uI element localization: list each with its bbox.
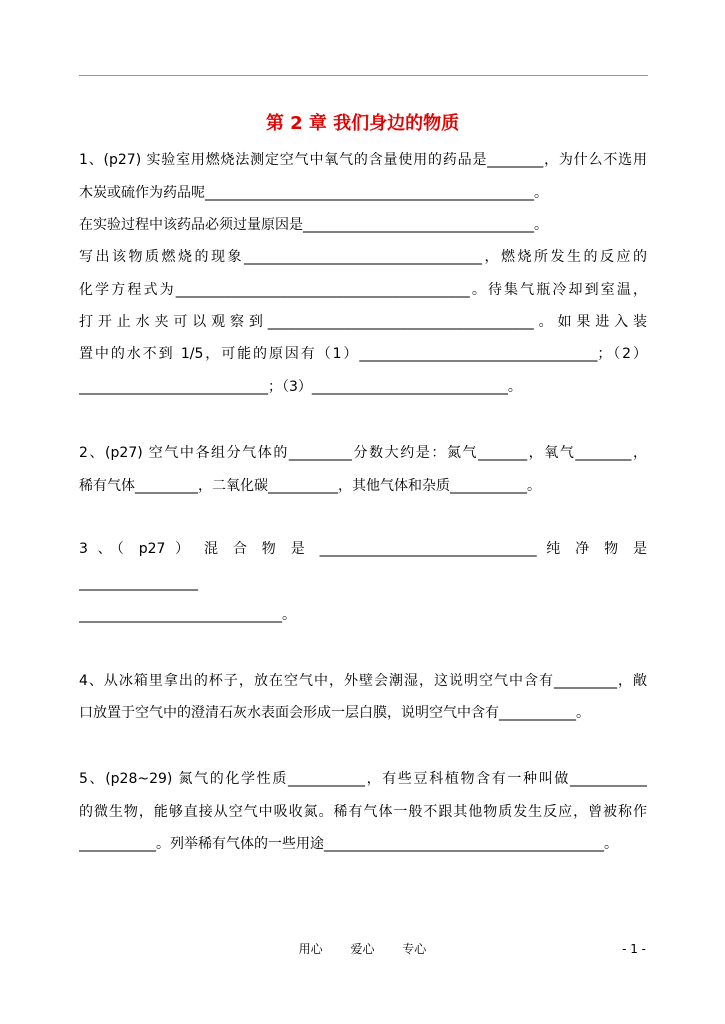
question-1-line-7: 置中的水不到 1/5，可能的原因有（1）__________________________________；（2） <box>79 346 647 362</box>
question-5-line-3: ___________。列举稀有气体的一些用途________________________________________。 <box>79 836 618 852</box>
question-1-line-2: 木炭或硫作为药品呢_______________________________________________。 <box>79 185 548 201</box>
question-1-line-6: 打开止水夹可以观察到______________________________________。如果进入装 <box>79 314 647 330</box>
question-2-line-2: 稀有气体_________，二氧化碳__________，其他气体和杂质___________。 <box>79 478 541 494</box>
question-1-line-5: 化学方程式为__________________________________________。待集气瓶冷却到室温， <box>79 282 647 298</box>
footer-motto: 用心 爱心 专心 <box>298 942 427 956</box>
question-3-line-3: _____________________________。 <box>79 607 296 623</box>
question-1-line-8: ___________________________；（3）____________________________。 <box>79 379 522 395</box>
question-3-line-2: _________________ <box>79 575 198 591</box>
question-3-line-1: 3 、（ p27 ） 混 合 物 是 _______________________________ 纯 净 物 是 <box>79 541 647 557</box>
page-number: - 1 - <box>622 942 646 956</box>
chapter-title: 第 2 章 我们身边的物质 <box>265 113 460 134</box>
question-5-line-1: 5、(p28~29) 氮气的化学性质___________，有些豆科植物含有一种叫做___________ <box>79 771 647 787</box>
question-2-line-1: 2、(p27) 空气中各组分气体的_________分数大约是：氮气_______，氧气________， <box>79 445 647 461</box>
question-1-line-3: 在实验过程中该药品必须过量原因是_________________________________。 <box>79 217 548 233</box>
question-4-line-1: 4、从冰箱里拿出的杯子，放在空气中，外壁会潮湿，这说明空气中含有_________，敞 <box>79 673 647 689</box>
question-1-line-1: 1、(p27) 实验室用燃烧法测定空气中氧气的含量使用的药品是________，为什么不选用 <box>79 152 647 168</box>
question-1-line-4: 写出该物质燃烧的现象__________________________________，燃烧所发生的反应的 <box>79 249 647 265</box>
question-4-line-2: 口放置于空气中的澄清石灰水表面会形成一层白膜，说明空气中含有___________。 <box>79 705 590 721</box>
question-5-line-2: 的微生物，能够直接从空气中吸收氮。稀有气体一般不跟其他物质发生反应，曾被称作 <box>79 804 647 820</box>
header-rule <box>79 75 648 76</box>
